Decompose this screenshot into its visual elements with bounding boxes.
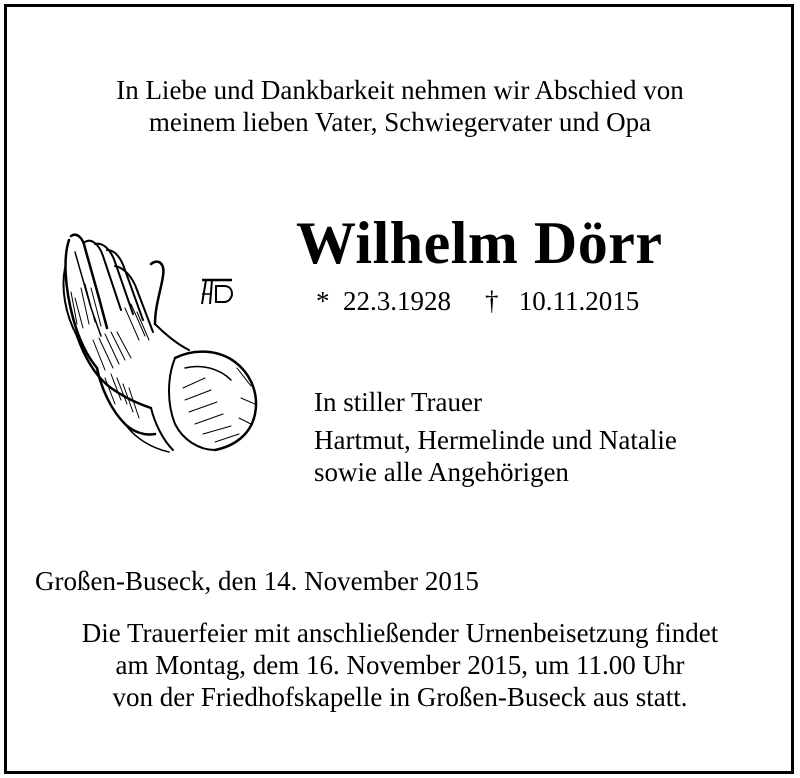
intro-line-2: meinem lieben Vater, Schwiegervater und Opa <box>148 107 652 137</box>
birth-symbol: * <box>316 286 330 316</box>
life-dates <box>316 285 639 317</box>
mourners-heading: In stiller Trauer <box>314 387 482 417</box>
mourners-relatives: sowie alle Angehörigen <box>314 457 569 487</box>
death-symbol: † <box>485 286 499 316</box>
monogram-icon <box>198 276 236 306</box>
birth-date: 22.3.1928 <box>343 286 451 316</box>
place-and-date: Großen-Buseck, den 14. November 2015 <box>35 566 479 596</box>
intro-line-1: In Liebe und Dankbarkeit nehmen wir Abschied von <box>116 75 684 105</box>
ceremony-line-3: von der Friedhofskapelle in Großen-Buseck aus statt. <box>112 682 688 712</box>
ceremony-line-2: am Montag, dem 16. November 2015, um 11.00 Uhr <box>115 650 685 680</box>
mourners-block <box>314 386 677 488</box>
intro-text <box>0 74 800 138</box>
mourners-names: Hartmut, Hermelinde und Natalie <box>314 425 677 455</box>
ceremony-line-1: Die Trauerfeier mit anschließender Urnenbeisetzung findet <box>81 618 719 648</box>
ceremony-info <box>0 617 800 713</box>
deceased-name: Wilhelm Dörr <box>296 210 663 276</box>
praying-hands-illustration <box>55 228 265 458</box>
death-date: 10.11.2015 <box>518 286 640 316</box>
